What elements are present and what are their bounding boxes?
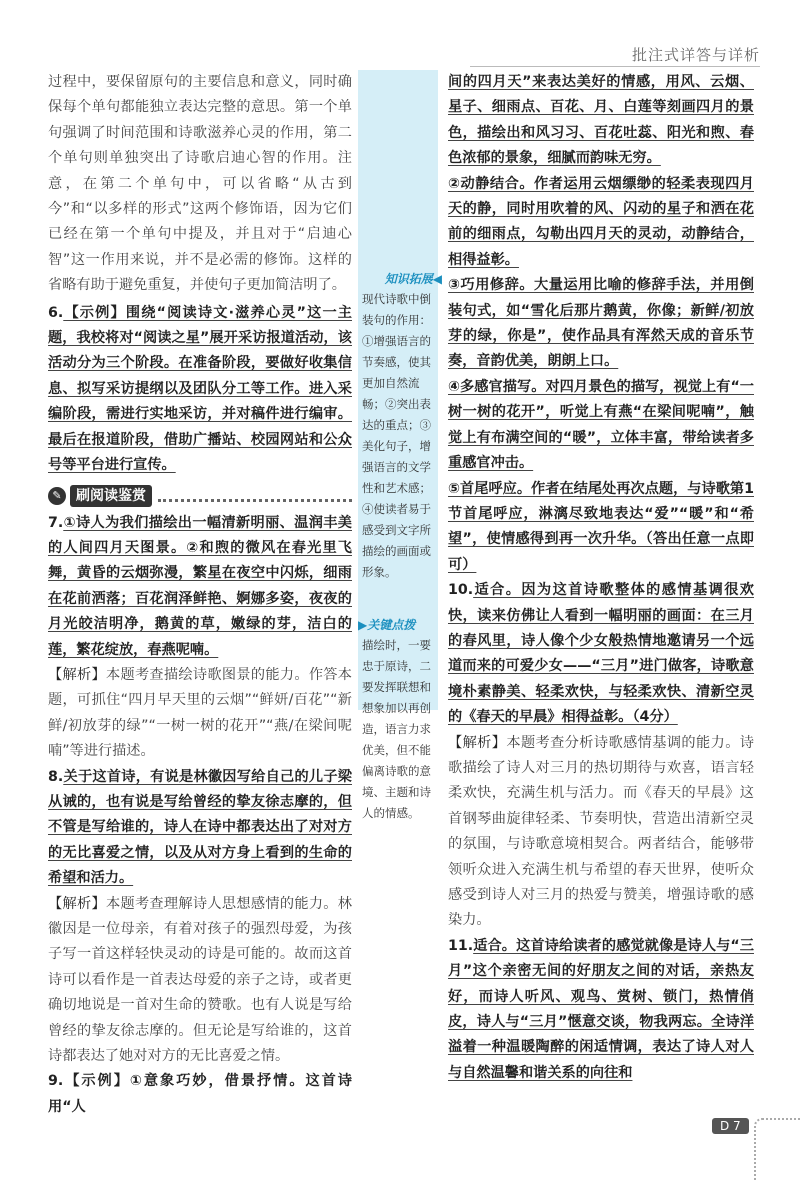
- answer-7: [48, 511, 352, 663]
- answer-9-cont: [448, 70, 754, 172]
- answer-text: ⑤首尾呼应。作者在结尾处再次点题，与诗歌第1节首尾呼应，淋漓尽致地表达“爱”“暖”和“希望”，使情感得到再一次升华。（答出任意一点即可）: [448, 480, 754, 573]
- knowledge-box-text: 现代诗歌中倒装句的作用：①增强语言的节奏感，使其更加自然流畅；②突出表达的重点；③美化句子，增强语言的文学性和艺术感；④使读者易于感受到文字所描绘的画面或形象。: [362, 292, 431, 579]
- analysis-tag: 【解析】: [48, 666, 106, 683]
- knowledge-box-title: 知识拓展◀: [384, 272, 442, 286]
- answer-text: ③巧用修辞。大量运用比喻的修辞手法，并用倒装句式，如“雪化后那片鹅黄，你像；新鲜/初放芽的绿，你是”，使作品具有浑然天成的音乐节奏，音韵优美，朗朗上口。: [448, 277, 754, 370]
- header-title: 批注式详答与详析: [631, 46, 760, 64]
- question-number: 8.: [48, 768, 64, 785]
- analysis-8: [48, 892, 352, 1070]
- analysis-text: 本题考查理解诗人思想感情的能力。林徽因是一位母亲，有着对孩子的强烈母爱，为孩子写一首这样轻快灵动的诗是可能的。故而这首诗可以看作是一首表达母爱的亲子之诗，或者更确切地说是一首对生命的赞歌。也有人说是写给曾经的挚友徐志摩的。但无论是写给谁的，这首诗都表达了她对对方的无比喜爱之情。: [48, 895, 352, 1065]
- analysis-tag: 【解析】: [448, 734, 507, 751]
- question-number: 7.: [48, 514, 64, 531]
- answer-text: 适合。这首诗给读者的感觉就像是诗人与“三月”这个亲密无间的好朋友之间的对话，亲热友好，而诗人听风、观鸟、赏树、锁门，热情俏皮，诗人与“三月”惬意交谈，物我两忘。全诗洋溢着一种温暖陶醉的闲适情调，表达了诗人对人与自然温馨和谐关系的向往和: [448, 937, 754, 1081]
- answer-9-point-5: [448, 477, 754, 579]
- answer-11: [448, 934, 754, 1086]
- question-number: 11.: [448, 937, 474, 954]
- answer-9-start: [48, 1069, 352, 1120]
- answer-text: 适合。因为这首诗歌整体的感情基调很欢快，读来仿佛让人看到一幅明丽的画面：在三月的春风里，诗人像个少女般热情地邀请另一个远道而来的可爱少女——“三月”进门做客，诗歌意境朴素静美、轻柔欢快，与轻柔欢快、清新空灵的《春天的早晨》相得益彰。（4分）: [448, 582, 754, 726]
- answer-text: ④多感官描写。对四月景色的描写，视觉上有“一树一树的花开”，听觉上有燕“在梁间呢喃”，触觉上有布满空间的“暖”，立体丰富，带给读者多重感官冲击。: [448, 378, 754, 472]
- dotted-divider: [158, 489, 352, 502]
- answer-9-point-4: [448, 375, 754, 477]
- answer-text: ②动静结合。作者运用云烟缥缈的轻柔表现四月天的静，同时用吹着的风、闪动的星子和洒在花前的细雨点，勾勒出四月天的灵动，动静结合，相得益彰。: [448, 175, 754, 268]
- section-header: [48, 483, 352, 509]
- intro-paragraph: 过程中，要保留原句的主要信息和意义，同时确保每个单句都能独立表达完整的意思。第一个单句强调了时间范围和诗歌滋养心灵的作用，第二个单句则单独突出了诗歌启迪心智的作用。注意，在第二个单句中，可以省略“从古到今”和“以多样的形式”这两个修饰语，因为它们已经在第一个单句中提及，并且对于“启迪心智”这一作用来说，并不是必需的修饰。这样的省略有助于避免重复，并使句子更加简洁明了。: [48, 74, 352, 294]
- answer-tag: 【示例】: [63, 1073, 130, 1090]
- answer-text: 【示例】围绕“阅读诗文·滋养心灵”这一主题，我校将对“阅读之星”展开采访报道活动，该活动分为三个阶段。在准备阶段，要做好收集信息、拟写采访提纲以及团队分工等工作。进入采编阶段，需进行实地采访，并对稿件进行编审。最后在报道阶段，借助广播站、校园网站和公众号等平台进行宣传。: [48, 304, 352, 474]
- right-column: [448, 70, 754, 1086]
- tip-box-title: ▶关键点拨: [358, 618, 416, 632]
- left-column: [48, 70, 352, 1120]
- analysis-tag: 【解析】: [48, 895, 106, 912]
- answer-9-point-3: [448, 273, 754, 375]
- tip-box-text: 描绘时，一要忠于原诗，二要发挥联想和想象加以再创造，语言力求优美，但不能偏离诗歌的意境、主题和诗人的情感。: [362, 638, 431, 820]
- header-divider: [470, 66, 760, 67]
- analysis-7: [48, 663, 352, 765]
- page-number: D 7: [712, 1118, 749, 1134]
- answer-10: [448, 578, 754, 730]
- answer-text: ①诗人为我们描绘出一幅清新明丽、温润丰美的人间四月天图景。②和煦的微风在春光里飞舞，黄昏的云烟弥漫，繁星在夜空中闪烁，细雨在花前洒落；百花润泽鲜艳、婀娜多姿，夜夜的月光皎洁明净，鹅黄的草，嫩绿的芽，洁白的莲，繁花绽放，春燕呢喃。: [48, 514, 352, 658]
- answer-6: [48, 301, 352, 479]
- answer-text: ①意象巧妙，借景抒情。这首诗用“人: [48, 1073, 352, 1115]
- answer-text: 间的四月天”来表达美好的情感，用风、云烟、星子、细雨点、百花、月、白莲等刻画四月的景色，描绘出和风习习、百花吐蕊、阳光和煦、春色浓郁的景象，细腻而韵味无穷。: [448, 74, 754, 167]
- analysis-10: [448, 731, 754, 934]
- question-number: 10.: [448, 582, 474, 599]
- answer-9-point-2: [448, 172, 754, 274]
- sidebar-panel: [358, 70, 442, 820]
- section-label: 刷阅读鉴赏: [70, 485, 152, 507]
- book-icon: ✎: [48, 487, 66, 505]
- tip-box: [358, 616, 446, 824]
- knowledge-box: [358, 270, 446, 583]
- answer-8: [48, 765, 352, 892]
- question-number: 6.: [48, 304, 64, 321]
- page-corner-decoration: [754, 1118, 800, 1180]
- question-number: 9.: [48, 1073, 64, 1090]
- analysis-text: 本题考查分析诗歌感情基调的能力。诗歌描绘了诗人对三月的热切期待与欢喜，语言轻柔欢快，充满生机与活力。而《春天的早晨》这首钢琴曲旋律轻柔、节奏明快，营造出清新空灵的氛围，与诗歌意境相契合。两者结合，能够带领听众进入充满生机与希望的春天世界，使听众感受到诗人对三月的热爱与赞美，增强诗歌的感染力。: [448, 734, 754, 929]
- analysis-text: 本题考查描绘诗歌图景的能力。作答本题，可抓住“四月早天里的云烟”“鲜妍/百花”“新鲜/初放芽的绿”“一树一树的花开”“燕/在梁间呢喃”等进行描述。: [48, 666, 352, 760]
- answer-text: 关于这首诗，有说是林徽因写给自己的儿子梁从诫的，也有说是写给曾经的挚友徐志摩的，但不管是写给谁的，诗人在诗中都表达出了对对方的无比喜爱之情，以及从对方身上看到的生命的希望和活力。: [48, 768, 352, 887]
